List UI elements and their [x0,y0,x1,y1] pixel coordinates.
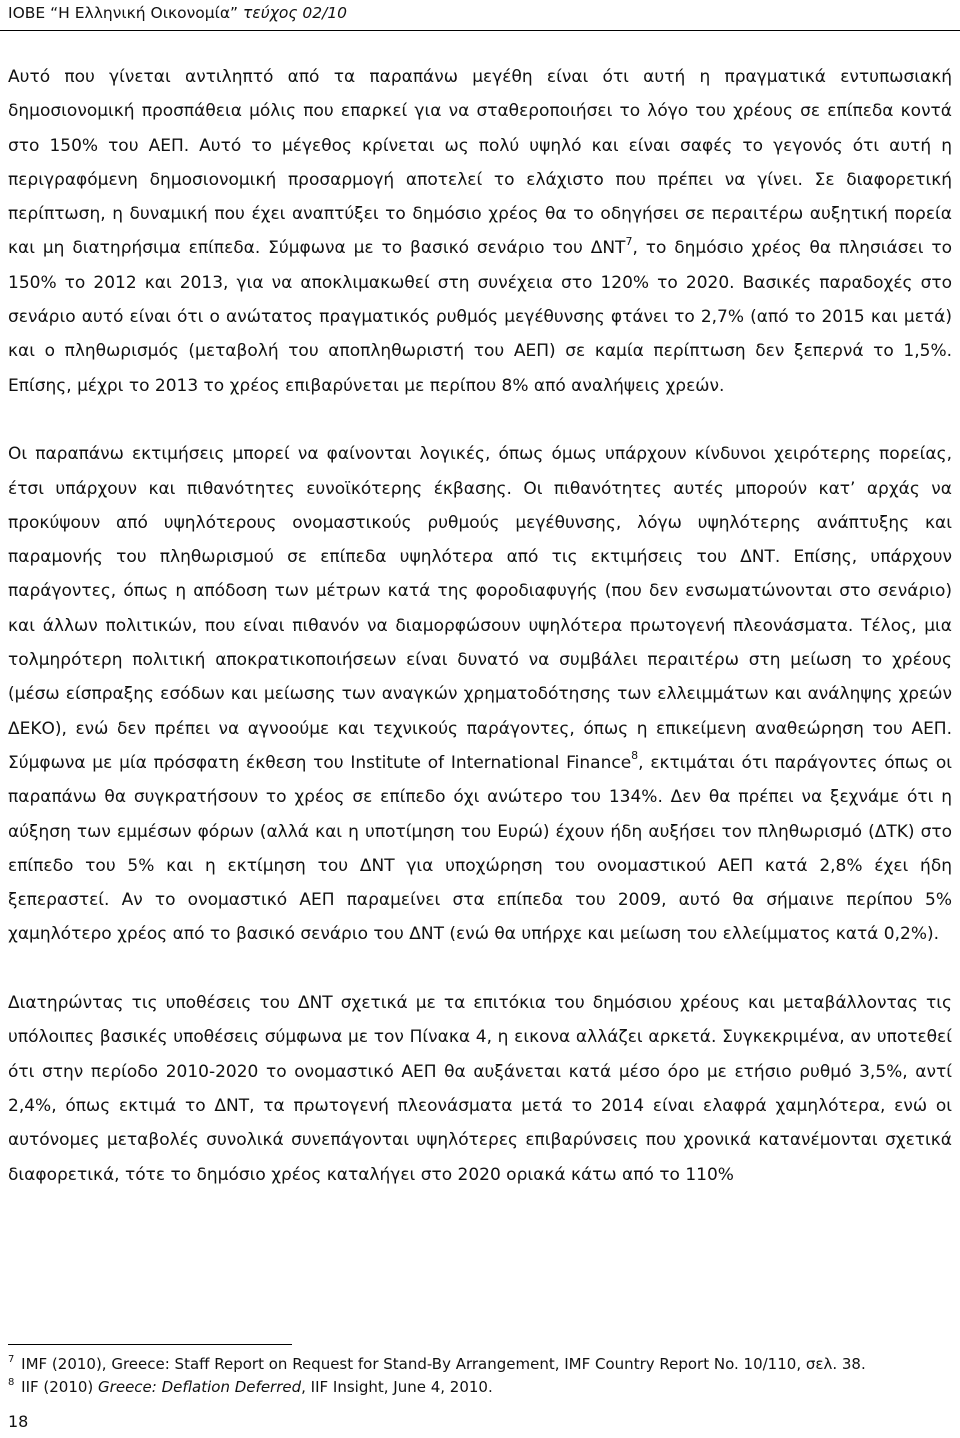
paragraph-2 [8,437,952,951]
paragraph-1-part-2: , το δημόσιο χρέος θα πλησιάσει το 150% το 2012 και 2013, για να αποκλιμακωθεί στη συνέχεια στο 120% το 2020. Βασικές παραδοχές στο σενάριο αυτό είναι ότι ο ανώτατος πραγματικός ρυθμός μεγέθυνσης φτάνει το 2,7% (από το 2015 και μετά) και ο πληθωρισμός (μεταβολή του αποπληθωριστή του ΑΕΠ) σε καμία περίπτωση δεν ξεπερνά το 1,5%. Επίσης, μέχρι το 2013 το χρέος επιβαρύνεται με περίπου 8% από αναλήψεις χρεών. [8,238,952,396]
page-number: 18 [8,1412,29,1431]
footnote-number: 7 [8,1354,15,1365]
header-title: “Η Ελληνική Οικονομία” [50,4,239,22]
paragraph-3: Διατηρώντας τις υποθέσεις του ΔΝΤ σχετικά με τα επιτόκια του δημόσιου χρέους και μεταβάλλοντας τις υπόλοιπες βασικές υποθέσεις σύμφωνα με τον Πίνακα 4, η εικονα αλλάζει αρκετά. Συγκεκριμένα, αν υποτεθεί ότι στην περίοδο 2010-2020 το ονομαστικό ΑΕΠ θα αυξάνεται κατά μέσο όρο με ετήσιο ρυθμό 3,5%, αντί 2,4%, όπως εκτιμά το ΔΝΤ, τα πρωτογενή πλεονάσματα μετά το 2014 είναι ελαφρά χαμηλότερα, ενώ οι αυτόνομες μεταβολές συνολικά συνεπάγονται υψηλότερες επιβαρύνσεις που χρονικά κατανέμονται σχετικά διαφορετικά, τότε το δημόσιο χρέος καταλήγει στο 2020 οριακά κάτω από το 110% [8,993,952,1185]
body-text [8,60,952,1192]
footnote-ref-8[interactable]: 8 [631,749,639,763]
footnote-text: , IIF Insight, June 4, 2010. [301,1377,493,1396]
footnote-text: IMF (2010), Greece: Staff Report on Request for Stand-By Arrangement, IMF Country Report No. 10/110, σελ. 38. [21,1355,866,1373]
footnote-7 [8,1353,952,1376]
footnote-8 [8,1376,952,1399]
header-issue: τεύχος 02/10 [243,4,348,22]
paragraph-1 [8,60,952,403]
running-header [8,2,952,24]
paragraph-2-part-1: Οι παραπάνω εκτιμήσεις μπορεί να φαίνονται λογικές, όπως όμως υπάρχουν κίνδυνοι χειρότερης πορείας, έτσι υπάρχουν και πιθανότητες ευνοϊκότερης έκβασης. Οι πιθανότητες αυτές μπορούν κατ’ αρχάς να προκύψουν από υψηλότερους ονομαστικούς ρυθμούς μεγέθυνσης, λόγω υψηλότερης ανάπτυξης και παραμονής του πληθωρισμού σε επίπεδα υψηλότερα από τις εκτιμήσεις του ΔΝΤ. Επίσης, υπάρχουν παράγοντες, όπως η απόδοση των μέτρων κατά της φοροδιαφυγής (που δεν ενσωματώνονται στο σενάριο) και άλλων πολιτικών, που είναι πιθανόν να διαμορφώσουν υψηλότερα πρωτογενή πλεονάσματα. Τέλος, μια τολμηρότερη πολιτική αποκρατικοποιήσεων είναι δυνατό να συμβάλει περαιτέρω στη μείωση το χρέους (μέσω είσπραξης εσόδων και μείωσης των αναγκών χρηματοδότησης των ελλειμμάτων και ανάληψης χρεών ΔΕΚΟ), ενώ δεν πρέπει να αγνοούμε και τεχνικούς παράγοντες, όπως η επικείμενη αναθεώρηση του ΑΕΠ. Σύμφωνα με μία πρόσφατη έκθεση του Institute of International Finance [8,444,952,773]
header-rule [0,30,960,31]
footnote-text: IIF (2010) [21,1377,99,1396]
paragraph-1-part-1: Αυτό που γίνεται αντιληπτό από τα παραπάνω μεγέθη είναι ότι αυτή η πραγματικά εντυπωσιακή δημοσιονομική προσπάθεια μόλις που επαρκεί για να σταθεροποιήσει το λόγο του χρέους σε επίπεδα κοντά στο 150% του ΑΕΠ. Αυτό το μέγεθος κρίνεται ως πολύ υψηλό και είναι σαφές το γεγονός ότι αυτή η περιγραφόμενη δημοσιονομική προσαρμογή αποτελεί το ελάχιστο που πρέπει να γίνει. Σε διαφορετική περίπτωση, η δυναμική που έχει αναπτύξει το δημόσιο χρέος θα το οδηγήσει σε περαιτέρω αυξητική πορεία και μη διατηρήσιμα επίπεδα. Σύμφωνα με το βασικό σενάριο του ΔΝΤ [8,67,952,259]
paragraph-2-part-2: , εκτιμάται ότι παράγοντες όπως οι παραπάνω θα συγκρατήσουν το χρέος σε επίπεδο όχι ανώτερο του 134%. Δεν θα πρέπει να ξεχνάμε ότι η αύξηση των εμμέσων φόρων (αλλά και η υποτίμηση του Ευρώ) έχουν ήδη αυξήσει τον πληθωρισμό (ΔΤΚ) στο επίπεδο του 5% και η εκτίμηση του ΔΝΤ για υποχώρηση του ονομαστικού ΑΕΠ κατά 2,8% έχει ήδη ξεπεραστεί. Αν το ονομαστικό ΑΕΠ παραμείνει στα επίπεδα του 2009, αυτό θα σήμαινε περίπου 5% χαμηλότερο χρέος από το βασικό σενάριο του ΔΝΤ (ενώ θα υπήρχε και μείωση του ελλείμματος κατά 0,2%). [8,752,952,945]
header-org: ΙΟΒΕ [8,4,51,22]
footnotes [8,1353,952,1398]
footnote-title: Greece: Deflation Deferred [98,1377,302,1396]
footnote-number: 8 [8,1376,15,1388]
footnote-separator [8,1344,292,1345]
footnote-ref-7[interactable]: 7 [625,234,633,248]
